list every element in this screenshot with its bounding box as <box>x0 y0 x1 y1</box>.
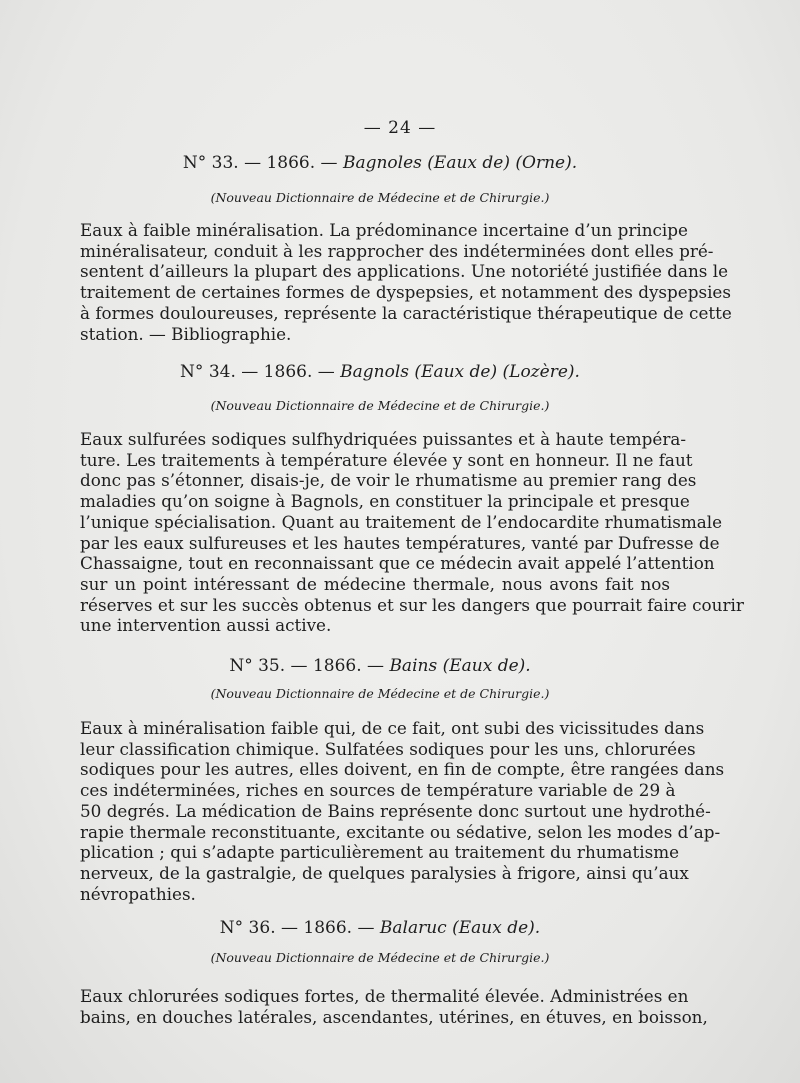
entry-number: N° 34. <box>180 362 236 382</box>
entry-heading <box>0 153 760 173</box>
paragraph-line: 50 degrés. La médication de Bains représente donc surtout une hydrothé- <box>80 800 711 821</box>
entry-year: — 1866. — <box>290 656 385 676</box>
entry-year: — 1866. — <box>241 362 335 382</box>
paragraph-line: leur classification chimique. Sulfatées sodiques pour les uns, chlorurées <box>80 738 696 759</box>
paragraph-line: sur un point intéressant de médecine thermale, nous avons fait nos <box>80 573 670 594</box>
paragraph-line: réserves et sur les succès obtenus et sur les dangers que pourrait faire courir <box>80 594 744 615</box>
entry-heading <box>0 918 760 938</box>
paragraph-line: Eaux à minéralisation faible qui, de ce fait, ont subi des vicissitudes dans <box>80 718 705 738</box>
paragraph-line: nerveux, de la gastralgie, de quelques paralysies à frigore, ainsi qu’aux <box>80 862 689 883</box>
paragraph-line: une intervention aussi active. <box>80 615 332 636</box>
paragraph-line: névropathies. <box>80 883 196 904</box>
entry-source: (Nouveau Dictionnaire de Médecine et de Chirurgie.) <box>210 398 550 413</box>
paragraph-line: maladies qu’on soigne à Bagnols, en constituer la principale et presque <box>80 491 690 512</box>
paragraph-line: Eaux sulfurées sodiques sulfhydriquées puissantes et à haute tempéra- <box>80 429 687 449</box>
paragraph-line: à formes douloureuses, représente la caractéristique thérapeutique de cette <box>80 302 732 323</box>
entry-paragraph <box>80 429 744 636</box>
paragraph-line: Eaux chlorurées sodiques fortes, de thermalité élevée. Administrées en <box>80 986 689 1006</box>
paragraph-line: traitement de certaines formes de dyspepsies, et notamment des dyspepsies <box>80 282 731 303</box>
entry-number: N° 36. <box>219 918 276 938</box>
entry-source: (Nouveau Dictionnaire de Médecine et de Chirurgie.) <box>210 950 550 965</box>
entry-paragraph <box>80 986 708 1027</box>
entry-paragraph <box>80 718 725 904</box>
entry-year: — 1866. — <box>281 918 375 938</box>
paragraph-line: donc pas s’étonner, disais-je, de voir le rhumatisme au premier rang des <box>80 470 697 491</box>
entry-title: Bagnols (Eaux de) (Lozère). <box>340 362 580 382</box>
paragraph-line: plication ; qui s’adapte particulièrement au traitement du rhumatisme <box>80 842 680 863</box>
entry-source: (Nouveau Dictionnaire de Médecine et de Chirurgie.) <box>210 686 550 701</box>
paragraph-line: minéralisateur, conduit à les rapprocher des indéterminées dont elles pré- <box>80 240 714 261</box>
entry-heading <box>0 656 760 676</box>
paragraph-line: rapie thermale reconstituante, excitante ou sédative, selon les modes d’ap- <box>80 821 721 842</box>
entry-source: (Nouveau Dictionnaire de Médecine et de Chirurgie.) <box>210 190 550 205</box>
paragraph-line: Chassaigne, tout en reconnaissant que ce médecin avait appelé l’attention <box>80 553 715 574</box>
entry-title: Bagnoles (Eaux de) (Orne). <box>342 153 578 173</box>
paragraph-line: ces indéterminées, riches en sources de température variable de 29 à <box>80 780 676 801</box>
paragraph-line: par les eaux sulfureuses et les hautes températures, vanté par Dufresse de <box>80 532 720 553</box>
paragraph-line: l’unique spécialisation. Quant au traitement de l’endocardite rhumatismale <box>80 511 723 532</box>
entry-title: Bains (Eaux de). <box>389 656 531 676</box>
paragraph-line: sentent d’ailleurs la plupart des applications. Une notoriété justifiée dans le <box>80 261 729 282</box>
paragraph-line: ture. Les traitements à température élevée y sont en honneur. Il ne faut <box>80 449 693 470</box>
entry-number: N° 33. <box>182 153 239 173</box>
page-number: — 24 — <box>363 118 437 138</box>
paragraph-line: station. — Bibliographie. <box>80 323 292 344</box>
paragraph-line: Eaux à faible minéralisation. La prédominance incertaine d’un principe <box>80 220 688 240</box>
entry-heading <box>0 362 760 382</box>
entry-title: Balaruc (Eaux de). <box>379 918 541 938</box>
paragraph-line: bains, en douches latérales, ascendantes, utérines, en étuves, en boisson, <box>80 1006 708 1027</box>
entry-number: N° 35. <box>229 656 286 676</box>
entry-year: — 1866. — <box>244 153 338 173</box>
paragraph-line: sodiques pour les autres, elles doivent, en fin de compte, être rangées dans <box>80 759 725 780</box>
entry-paragraph <box>80 220 732 344</box>
